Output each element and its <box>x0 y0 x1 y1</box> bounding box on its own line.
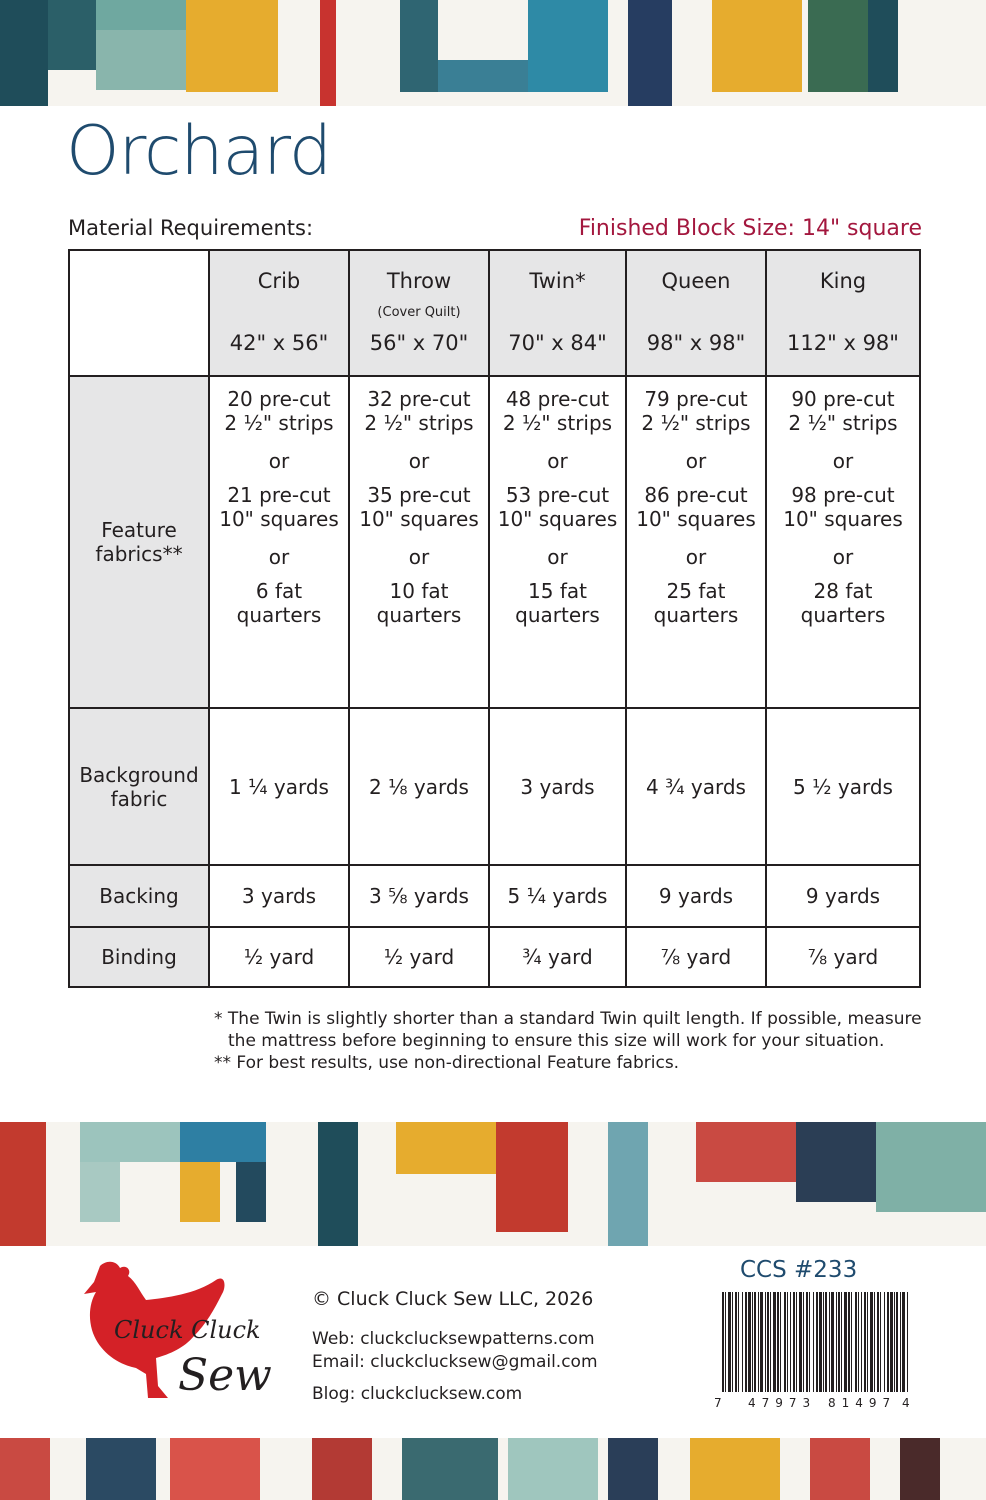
barcode-digits-left-group: 47973 <box>748 1396 817 1410</box>
barcode-bar <box>732 1292 733 1392</box>
size-subtitle <box>767 305 919 323</box>
strips-qty: 48 pre-cut <box>505 387 610 411</box>
email-link[interactable]: Email: cluckclucksew@gmail.com <box>312 1351 598 1372</box>
barcode-bar <box>819 1292 822 1392</box>
size-header-row <box>69 250 920 376</box>
barcode-bar <box>907 1292 908 1392</box>
backing-cell: 9 yards <box>626 865 766 927</box>
squares-type: 10" squares <box>497 507 618 531</box>
strips-type: 2 ½" strips <box>502 411 613 435</box>
bottom-quilt-strip <box>0 1438 986 1500</box>
barcode-bar <box>790 1292 791 1392</box>
barcode-bars <box>716 1292 914 1412</box>
or-text: or <box>832 545 854 569</box>
barcode-bar <box>838 1292 840 1392</box>
background-cell: 3 yards <box>489 708 626 865</box>
barcode-bar <box>799 1292 802 1392</box>
barcode-bar <box>884 1292 885 1392</box>
background-cell: 2 ⅛ yards <box>349 708 489 865</box>
blog-link[interactable]: Blog: cluckclucksew.com <box>312 1384 523 1405</box>
binding-cell: ⅞ yard <box>766 927 920 987</box>
squares-type: 10" squares <box>219 507 339 531</box>
or-text: or <box>832 449 854 473</box>
fq-type: quarters <box>515 603 600 627</box>
backing-cell: 3 ⅝ yards <box>349 865 489 927</box>
fq-qty: 25 fat <box>666 579 726 603</box>
pattern-code: CCS #233 <box>740 1257 858 1283</box>
barcode-bar <box>880 1292 881 1392</box>
barcode-bar <box>831 1292 834 1392</box>
squares-type: 10" squares <box>359 507 479 531</box>
top-quilt-strip <box>0 0 986 106</box>
empty-corner-cell <box>69 250 209 376</box>
fq-qty: 6 fat <box>255 579 303 603</box>
squares-qty: 21 pre-cut <box>227 483 331 507</box>
strips-type: 2 ½" strips <box>788 411 898 435</box>
background-cell: 1 ¼ yards <box>209 708 349 865</box>
barcode-bar <box>890 1292 893 1392</box>
logo-text-sew: Sew <box>178 1350 272 1401</box>
barcode-bar <box>742 1292 743 1392</box>
barcode-bar <box>758 1292 759 1392</box>
size-dimensions: 112" x 98" <box>787 331 899 355</box>
size-header-queen <box>626 250 766 376</box>
binding-row <box>69 927 920 987</box>
barcode-bar <box>748 1292 751 1392</box>
barcode-bar <box>767 1292 769 1392</box>
squares-qty: 35 pre-cut <box>367 483 471 507</box>
size-header-king <box>766 250 920 376</box>
barcode-bar <box>861 1292 862 1392</box>
strips-type: 2 ½" strips <box>224 411 334 435</box>
fq-qty: 15 fat <box>528 579 587 603</box>
strips-type: 2 ½" strips <box>641 411 751 435</box>
background-fabric-row <box>69 708 920 865</box>
barcode-bar <box>877 1292 879 1392</box>
barcode-digit-left: 7 <box>714 1396 722 1410</box>
strips-qty: 20 pre-cut <box>227 387 331 411</box>
row-label-line: Feature <box>101 518 177 542</box>
feature-cell-crib <box>209 376 349 708</box>
size-subtitle: (Cover Quilt) <box>377 305 461 320</box>
feature-cell-twin <box>489 376 626 708</box>
binding-cell: ⅞ yard <box>626 927 766 987</box>
size-dimensions: 42" x 56" <box>229 331 329 355</box>
row-label-line: fabric <box>110 786 168 811</box>
strips-qty: 32 pre-cut <box>367 387 471 411</box>
barcode-bar <box>900 1292 901 1392</box>
barcode-bar <box>864 1292 866 1392</box>
size-dimensions: 56" x 70" <box>369 331 469 355</box>
feature-fabrics-label <box>69 376 209 708</box>
strips-qty: 79 pre-cut <box>644 387 748 411</box>
feature-cell-king <box>766 376 920 708</box>
size-dimensions: 98" x 98" <box>646 331 746 355</box>
barcode-bar <box>728 1292 731 1392</box>
barcode-bar <box>829 1292 830 1392</box>
barcode-bar <box>870 1292 873 1392</box>
barcode-bar <box>896 1292 898 1392</box>
barcode-bar <box>841 1292 842 1392</box>
twin-footnote: * The Twin is slightly shorter than a standard Twin quilt length. If possible, measure the mattress before beginning to ensure this size will work for your situation. <box>214 1009 922 1052</box>
or-text: or <box>685 449 707 473</box>
or-text: or <box>547 545 568 569</box>
background-cell: 5 ½ yards <box>766 708 920 865</box>
fq-qty: 28 fat <box>813 579 873 603</box>
row-label-line: fabrics** <box>95 542 183 566</box>
pattern-title: Orchard <box>66 112 332 191</box>
or-text: or <box>408 449 430 473</box>
squares-type: 10" squares <box>783 507 903 531</box>
size-header-throw <box>349 250 489 376</box>
squares-qty: 98 pre-cut <box>791 483 895 507</box>
barcode-bar <box>851 1292 852 1392</box>
background-fabric-label <box>69 708 209 865</box>
backing-cell: 9 yards <box>766 865 920 927</box>
fq-type: quarters <box>800 603 886 627</box>
backing-cell: 3 yards <box>209 865 349 927</box>
or-text: or <box>268 545 290 569</box>
binding-cell: ½ yard <box>209 927 349 987</box>
barcode-bar <box>770 1292 771 1392</box>
barcode-bar <box>796 1292 797 1392</box>
fq-qty: 10 fat <box>389 579 449 603</box>
or-text: or <box>685 545 707 569</box>
barcode-bar <box>725 1292 726 1392</box>
barcode-digit-right: 4 <box>902 1396 910 1410</box>
barcode-bar <box>874 1292 875 1392</box>
background-cell: 4 ¾ yards <box>626 708 766 865</box>
row-label-line: Background <box>79 762 199 787</box>
backing-label: Backing <box>69 865 209 927</box>
barcode-bar <box>780 1292 781 1392</box>
squares-type: 10" squares <box>636 507 756 531</box>
barcode-bar <box>816 1292 818 1392</box>
barcode-bar <box>773 1292 776 1392</box>
barcode-bar <box>745 1292 747 1392</box>
strips-qty: 90 pre-cut <box>791 387 895 411</box>
barcode-bar <box>867 1292 868 1392</box>
fq-type: quarters <box>376 603 462 627</box>
material-requirements-table <box>68 249 921 988</box>
footnotes <box>214 1008 934 1074</box>
feature-cell-throw <box>349 376 489 708</box>
barcode-bar <box>735 1292 737 1392</box>
web-link[interactable]: Web: cluckclucksewpatterns.com <box>312 1329 595 1350</box>
barcode-bar <box>722 1292 724 1392</box>
size-subtitle <box>210 305 348 323</box>
binding-cell: ½ yard <box>349 927 489 987</box>
barcode-bar <box>855 1292 857 1392</box>
strips-type: 2 ½" strips <box>364 411 474 435</box>
middle-quilt-strip <box>0 1122 986 1246</box>
size-name: Crib <box>257 269 301 293</box>
barcode-bar <box>806 1292 808 1392</box>
feature-cell-queen <box>626 376 766 708</box>
size-name: King <box>819 269 867 293</box>
barcode-digits-right-group: 81497 <box>828 1396 897 1410</box>
barcode-bar <box>887 1292 889 1392</box>
barcode-bar <box>752 1292 753 1392</box>
size-name: Queen <box>661 269 731 293</box>
size-header-crib <box>209 250 349 376</box>
barcode-bar <box>809 1292 810 1392</box>
or-text: or <box>408 545 430 569</box>
barcode-bar <box>894 1292 895 1392</box>
material-requirements-label: Material Requirements: <box>68 216 314 240</box>
size-name: Throw <box>386 269 452 293</box>
barcode-bar <box>836 1292 837 1392</box>
size-dimensions: 70" x 84" <box>508 331 607 355</box>
squares-qty: 86 pre-cut <box>644 483 748 507</box>
binding-cell: ¾ yard <box>489 927 626 987</box>
backing-row <box>69 865 920 927</box>
size-name: Twin* <box>529 269 586 293</box>
cluck-cluck-sew-logo <box>76 1258 291 1418</box>
barcode-bar <box>760 1292 763 1392</box>
barcode-bar <box>902 1292 905 1392</box>
size-subtitle <box>627 305 765 323</box>
barcode-bar <box>858 1292 859 1392</box>
contact-info <box>312 1285 598 1407</box>
binding-label: Binding <box>69 927 209 987</box>
barcode-bar <box>784 1292 786 1392</box>
copyright-text: © Cluck Cluck Sew LLC, 2026 <box>312 1288 594 1310</box>
barcode-bar <box>777 1292 779 1392</box>
feature-fabrics-row <box>69 376 920 708</box>
logo-text-cluck: Cluck Cluck <box>114 1316 261 1344</box>
barcode-bar <box>754 1292 756 1392</box>
barcode-bar <box>844 1292 847 1392</box>
backing-cell: 5 ¼ yards <box>489 865 626 927</box>
fq-type: quarters <box>653 603 739 627</box>
barcode <box>716 1292 914 1412</box>
barcode-bar <box>803 1292 804 1392</box>
fq-type: quarters <box>236 603 322 627</box>
squares-qty: 53 pre-cut <box>505 483 610 507</box>
feature-footnote: ** For best results, use non-directional Feature fabrics. <box>214 1053 680 1074</box>
or-text: or <box>547 449 568 473</box>
barcode-bar <box>787 1292 788 1392</box>
barcode-bar <box>823 1292 824 1392</box>
barcode-bar <box>813 1292 814 1392</box>
finished-block-size: Finished Block Size: 14" square <box>578 216 922 241</box>
barcode-bar <box>793 1292 795 1392</box>
barcode-bar <box>825 1292 827 1392</box>
barcode-bar <box>848 1292 850 1392</box>
barcode-bar <box>765 1292 766 1392</box>
size-header-twin <box>489 250 626 376</box>
size-subtitle <box>490 305 625 323</box>
barcode-bar <box>738 1292 739 1392</box>
or-text: or <box>268 449 290 473</box>
